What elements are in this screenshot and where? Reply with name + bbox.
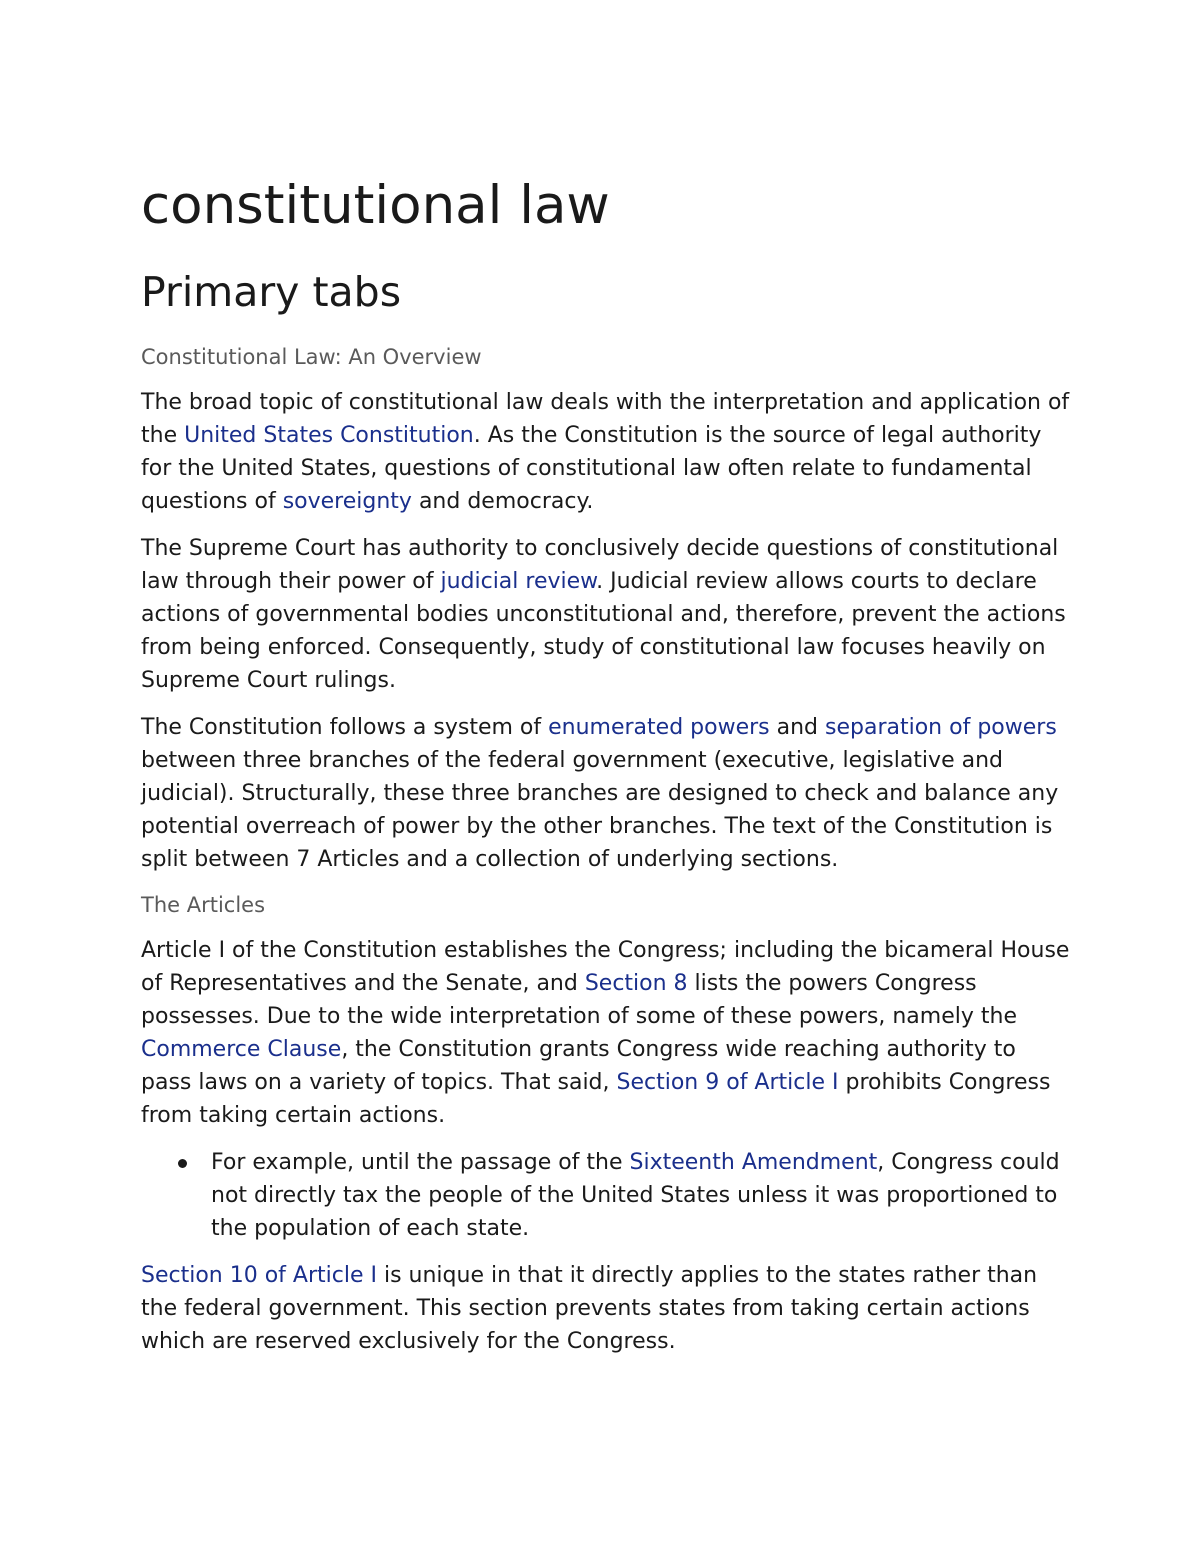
text-run: , Congress could not directly tax the people of the United States unless it was proportioned to the population of each state.: [211, 1150, 1060, 1241]
text-run: Article I of the Constitution establishes the Congress; including the bicameral House of Representatives and the Senate, and: [141, 938, 1070, 996]
bullet-list: [141, 1146, 1071, 1245]
list-item: [211, 1146, 1071, 1245]
document-title: constitutional law: [141, 175, 610, 236]
text-run: prohibits Congress from taking certain actions.: [141, 1070, 1051, 1128]
text-run: The broad topic of constitutional law deals with the interpretation and application of the: [141, 390, 1070, 448]
document-page: [141, 170, 1071, 1358]
text-run: The Supreme Court has authority to conclusively decide questions of constitutional law through their power of: [141, 536, 1059, 594]
link-united-states-constitution[interactable]: United States Constitution: [184, 423, 474, 448]
text-run: The Constitution follows a system of: [141, 715, 549, 740]
articles-heading: The Articles: [141, 893, 266, 917]
paragraph-article-i: [141, 934, 1071, 1132]
section-title: Primary tabs: [141, 268, 402, 316]
paragraph-section-10: [141, 1259, 1071, 1358]
link-section-10-article-i[interactable]: Section 10 of Article I: [141, 1263, 377, 1288]
link-sovereignty[interactable]: sovereignty: [282, 489, 412, 514]
text-run: , the Constitution grants Congress wide reaching authority to pass laws on a variety of topics. That said,: [141, 1037, 1016, 1095]
link-section-8[interactable]: Section 8: [584, 971, 688, 996]
bullet-icon: [178, 1159, 187, 1168]
link-separation-of-powers[interactable]: separation of powers: [825, 715, 1057, 740]
text-run: between three branches of the federal government (executive, legislative and judicial). Structurally, these three branches are designed to check and balance any potential overreach of power by the other branches. The text of the Constitution is split between 7 Articles and a collection of underlying sections.: [141, 748, 1059, 872]
link-section-9-article-i[interactable]: Section 9 of Article I: [616, 1070, 839, 1095]
paragraph-separation: [141, 711, 1071, 876]
text-run: lists the powers Congress possesses. Due to the wide interpretation of some of these powers, namely the: [141, 971, 1017, 1029]
overview-heading: Constitutional Law: An Overview: [141, 345, 482, 369]
link-enumerated-powers[interactable]: enumerated powers: [548, 715, 770, 740]
link-commerce-clause[interactable]: Commerce Clause: [141, 1037, 342, 1062]
paragraph-supreme-court: [141, 532, 1071, 697]
link-sixteenth-amendment[interactable]: Sixteenth Amendment: [629, 1150, 878, 1175]
text-run: . As the Constitution is the source of legal authority for the United States, questions of constitutional law often relate to fundamental questions of: [141, 423, 1042, 514]
text-run: is unique in that it directly applies to the states rather than the federal government. This section prevents states from taking certain actions which are reserved exclusively for the Congress.: [141, 1263, 1038, 1354]
link-judicial-review[interactable]: judicial review: [440, 569, 597, 594]
text-run: For example, until the passage of the: [211, 1150, 630, 1175]
text-run: and: [769, 715, 826, 740]
text-run: . Judicial review allows courts to declare actions of governmental bodies unconstitutional and, therefore, prevent the actions from being enforced. Consequently, study of constitutional law focuses heavily on Supreme Court rulings.: [141, 569, 1066, 693]
paragraph-overview: [141, 386, 1071, 518]
text-run: and democracy.: [411, 489, 594, 514]
